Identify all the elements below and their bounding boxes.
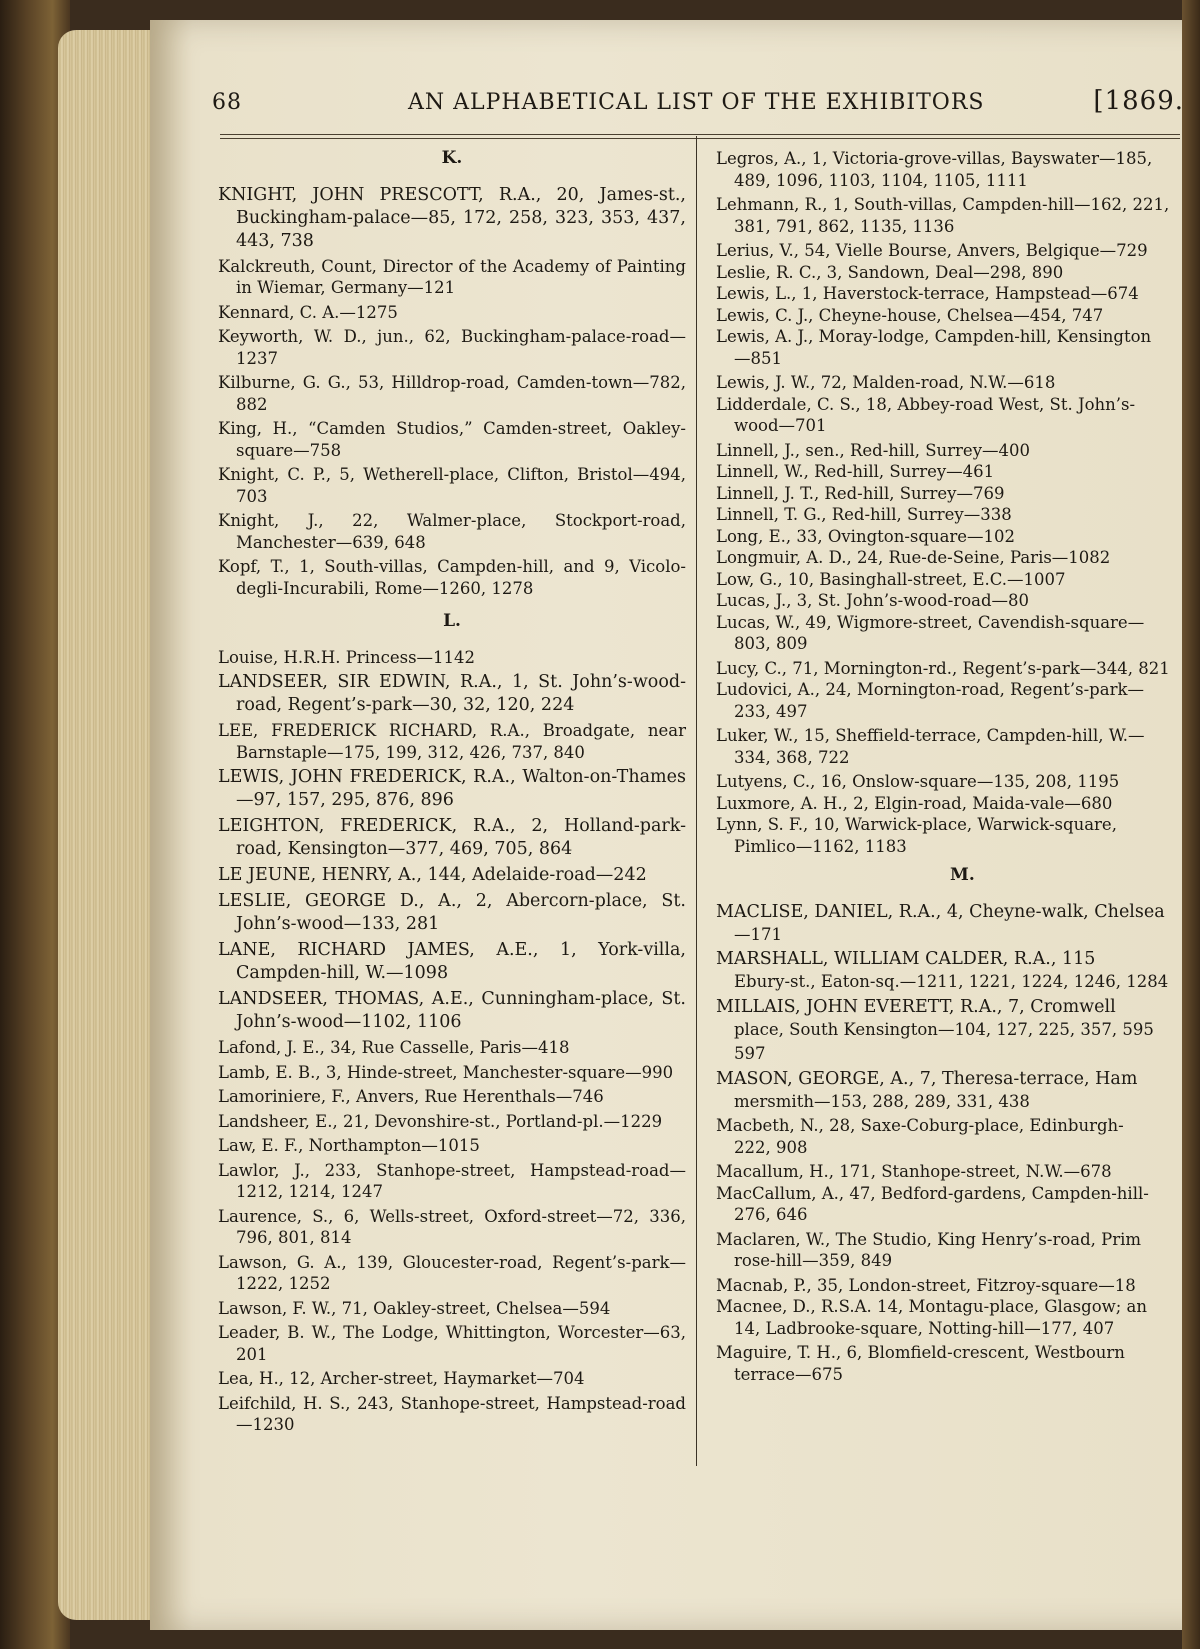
index-entry: Law, E. F., Northampton—1015 bbox=[218, 1136, 480, 1155]
index-entry-line: 276, 646 bbox=[734, 1205, 808, 1224]
header-rule bbox=[220, 134, 1180, 135]
index-entry-line: 14, Ladbrooke-square, Notting-hill—177, 407 bbox=[734, 1318, 1115, 1338]
index-entry: Louise, H.R.H. Princess—1142 bbox=[218, 647, 476, 667]
index-entry: LANE, RICHARD JAMES, A.E., 1, York-villa, Campden-hill, W.—1098 bbox=[218, 940, 686, 983]
index-entry: Lea, H., 12, Archer-street, Haymarket—704 bbox=[218, 1369, 585, 1388]
index-entry-line: Pimlico—1162, 1183 bbox=[734, 836, 907, 856]
index-entry-line: wood—701 bbox=[734, 416, 827, 435]
index-entry: King, H., “Camden Studios,” Camden-street, Oakley-square—758 bbox=[218, 419, 686, 460]
index-entry-line: Lutyens, C., 16, Onslow-square—135, 208, 1195 bbox=[716, 772, 1120, 791]
index-entry-line: MacCallum, A., 47, Bedford-gardens, Campden-hill- bbox=[716, 1183, 1149, 1203]
index-entry: LEIGHTON, FREDERICK, R.A., 2, Holland-park-road, Kensington—377, 469, 705, 864 bbox=[218, 816, 686, 859]
index-entry-line: 803, 809 bbox=[734, 634, 808, 653]
page-number: 68 bbox=[212, 90, 242, 115]
index-entry: LE JEUNE, HENRY, A., 144, Adelaide-road—242 bbox=[218, 865, 647, 885]
index-entry-line: Lewis, L., 1, Haverstock-terrace, Hampstead—674 bbox=[716, 284, 1139, 303]
page-edges bbox=[58, 30, 158, 1620]
index-entry: Lamoriniere, F., Anvers, Rue Herenthals—746 bbox=[218, 1087, 604, 1106]
index-entry-line: 334, 368, 722 bbox=[734, 747, 850, 767]
running-header bbox=[212, 86, 1192, 126]
index-entry: Lafond, J. E., 34, Rue Casselle, Paris—418 bbox=[218, 1038, 570, 1057]
index-entry-line: mersmith—153, 288, 289, 331, 438 bbox=[734, 1091, 1030, 1111]
index-entry-line: Ebury-st., Eaton-sq.—1211, 1221, 1224, 1246, 1284 bbox=[734, 972, 1169, 991]
column-divider bbox=[696, 136, 697, 1466]
left-column bbox=[218, 148, 686, 1439]
index-entry-line: Lehmann, R., 1, South-villas, Campden-hill—162, 221, bbox=[716, 195, 1170, 214]
index-entry-line: Lucy, C., 71, Mornington-rd., Regent’s-park—344, 821 bbox=[716, 658, 1170, 678]
index-entry-line: Lucas, W., 49, Wigmore-street, Cavendish-square— bbox=[716, 612, 1145, 632]
index-entry-line: Macnee, D., R.S.A. 14, Montagu-place, Glasgow; an bbox=[716, 1297, 1148, 1316]
index-entry-line: MACLISE, DANIEL, R.A., 4, Cheyne-walk, Chelsea bbox=[716, 901, 1165, 922]
index-entry-line: rose-hill—359, 849 bbox=[734, 1251, 893, 1270]
index-entry-line: Lerius, V., 54, Vielle Bourse, Anvers, Belgique—729 bbox=[716, 241, 1148, 260]
index-entry-line: Lewis, C. J., Cheyne-house, Chelsea—454, 747 bbox=[716, 305, 1104, 325]
index-entry: LEWIS, JOHN FREDERICK, R.A., Walton-on-Thames—97, 157, 295, 876, 896 bbox=[218, 767, 686, 810]
index-entry: Laurence, S., 6, Wells-street, Oxford-street—72, 336, 796, 801, 814 bbox=[218, 1206, 686, 1247]
page-title: AN ALPHABETICAL LIST OF THE EXHIBITORS bbox=[408, 90, 985, 115]
index-entry-line: MILLAIS, JOHN EVERETT, R.A., 7, Cromwell bbox=[716, 996, 1116, 1017]
index-entry: Leifchild, H. S., 243, Stanhope-street, Hampstead-road—1230 bbox=[218, 1393, 686, 1434]
index-entry-line: Longmuir, A. D., 24, Rue-de-Seine, Paris—1082 bbox=[716, 548, 1111, 567]
index-entry: Kalckreuth, Count, Director of the Academy of Painting in Wiemar, Germany—121 bbox=[218, 256, 686, 297]
index-entry: LANDSEER, SIR EDWIN, R.A., 1, St. John’s-wood-road, Regent’s-park—30, 32, 120, 224 bbox=[218, 672, 686, 715]
section-heading-m: M. bbox=[950, 865, 975, 885]
index-entry-line: Luker, W., 15, Sheffield-terrace, Campden-hill, W.— bbox=[716, 726, 1145, 745]
right-column bbox=[716, 148, 1200, 1388]
year-label: [1869. bbox=[1093, 86, 1184, 116]
index-entry-line: Linnell, W., Red-hill, Surrey—461 bbox=[716, 462, 995, 481]
index-entry-line: 222, 908 bbox=[734, 1137, 808, 1157]
index-entry-line: Lewis, J. W., 72, Malden-road, N.W.—618 bbox=[716, 373, 1056, 392]
index-entry-line: 381, 791, 862, 1135, 1136 bbox=[734, 216, 955, 236]
index-entry: Keyworth, W. D., jun., 62, Buckingham-palace-road—1237 bbox=[218, 327, 686, 368]
index-entry-line: Linnell, T. G., Red-hill, Surrey—338 bbox=[716, 505, 1012, 524]
index-entry: Lawson, F. W., 71, Oakley-street, Chelsea—594 bbox=[218, 1298, 611, 1318]
section-heading-l: L. bbox=[443, 611, 461, 631]
index-entry: LEE, FREDERICK RICHARD, R.A., Broadgate, near Barnstaple—175, 199, 312, 426, 737, 840 bbox=[218, 721, 686, 762]
entries-l-continued bbox=[716, 148, 1200, 857]
index-entry-line: Ludovici, A., 24, Mornington-road, Regent’s-park— bbox=[716, 680, 1144, 699]
header-rule-secondary bbox=[220, 138, 1180, 139]
index-entry-line: Macallum, H., 171, Stanhope-street, N.W.—678 bbox=[716, 1162, 1112, 1181]
index-entry-line: Lidderdale, C. S., 18, Abbey-road West, St. John’s- bbox=[716, 394, 1136, 414]
index-entry: Lawson, G. A., 139, Gloucester-road, Regent’s-park—1222, 1252 bbox=[218, 1252, 686, 1293]
index-entry: Knight, J., 22, Walmer-place, Stockport-road, Manchester—639, 648 bbox=[218, 511, 686, 552]
index-entry-line: Maguire, T. H., 6, Blomfield-crescent, Westbourn bbox=[716, 1343, 1125, 1362]
index-entry-line: 489, 1096, 1103, 1104, 1105, 1111 bbox=[734, 170, 1028, 190]
index-entry-line: MASON, GEORGE, A., 7, Theresa-terrace, Ham bbox=[716, 1068, 1138, 1089]
index-entry-line: Macnab, P., 35, London-street, Fitzroy-square—18 bbox=[716, 1275, 1136, 1295]
entries-k bbox=[218, 184, 686, 600]
index-entry: Lawlor, J., 233, Stanhope-street, Hampstead-road—1212, 1214, 1247 bbox=[218, 1160, 686, 1201]
index-entry-line: 597 bbox=[734, 1044, 766, 1063]
section-heading-k: K. bbox=[441, 148, 463, 168]
index-entry-line: Linnell, J. T., Red-hill, Surrey—769 bbox=[716, 483, 1005, 503]
index-entry-line: Maclaren, W., The Studio, King Henry’s-road, Prim bbox=[716, 1229, 1142, 1249]
index-entry-line: Linnell, J., sen., Red-hill, Surrey—400 bbox=[716, 440, 1031, 460]
index-entry-line: terrace—675 bbox=[734, 1364, 844, 1384]
index-entry: Kopf, T., 1, South-villas, Campden-hill, and 9, Vicolo-degli-Incurabili, Rome—1260, 1278 bbox=[218, 557, 686, 598]
index-entry: KNIGHT, JOHN PRESCOTT, R.A., 20, James-st., Buckingham-palace—85, 172, 258, 323, 353, 437, 443, 738 bbox=[218, 184, 686, 251]
index-entry-line: —171 bbox=[734, 924, 782, 944]
index-entry: Leader, B. W., The Lodge, Whittington, Worcester—63, 201 bbox=[218, 1323, 686, 1364]
index-entry: Knight, C. P., 5, Wetherell-place, Clifton, Bristol—494, 703 bbox=[218, 465, 686, 506]
index-entry-line: Low, G., 10, Basinghall-street, E.C.—1007 bbox=[716, 569, 1066, 589]
index-entry: Kennard, C. A.—1275 bbox=[218, 302, 398, 322]
index-entry-line: —851 bbox=[734, 348, 782, 368]
index-entry-line: place, South Kensington—104, 127, 225, 357, 595 bbox=[734, 1019, 1154, 1039]
index-entry-line: MARSHALL, WILLIAM CALDER, R.A., 115 bbox=[716, 949, 1096, 969]
index-entry: Lamb, E. B., 3, Hinde-street, Manchester-square—990 bbox=[218, 1062, 674, 1082]
index-entry: Landsheer, E., 21, Devonshire-st., Portland-pl.—1229 bbox=[218, 1111, 663, 1131]
index-entry-line: Macbeth, N., 28, Saxe-Coburg-place, Edinburgh- bbox=[716, 1116, 1124, 1135]
index-entry: Kilburne, G. G., 53, Hilldrop-road, Camden-town—782, 882 bbox=[218, 373, 686, 414]
index-entry-line: 233, 497 bbox=[734, 701, 808, 721]
index-entry-line: Long, E., 33, Ovington-square—102 bbox=[716, 526, 1016, 546]
index-entry: LESLIE, GEORGE D., A., 2, Abercorn-place, St. John’s-wood—133, 281 bbox=[218, 891, 686, 934]
index-entry-line: Luxmore, A. H., 2, Elgin-road, Maida-vale—680 bbox=[716, 793, 1113, 813]
index-entry-line: Lewis, A. J., Moray-lodge, Campden-hill, Kensington bbox=[716, 327, 1152, 346]
index-entry: LANDSEER, THOMAS, A.E., Cunningham-place, St. John’s-wood—1102, 1106 bbox=[218, 989, 686, 1032]
index-entry-line: Legros, A., 1, Victoria-grove-villas, Bayswater—185, bbox=[716, 149, 1153, 168]
index-entry-line: Lucas, J., 3, St. John’s-wood-road—80 bbox=[716, 591, 1030, 610]
index-entry-line: Lynn, S. F., 10, Warwick-place, Warwick-square, bbox=[716, 815, 1117, 834]
entries-l bbox=[218, 647, 686, 1436]
entries-m bbox=[716, 901, 1200, 1386]
index-entry-line: Leslie, R. C., 3, Sandown, Deal—298, 890 bbox=[716, 262, 1064, 282]
